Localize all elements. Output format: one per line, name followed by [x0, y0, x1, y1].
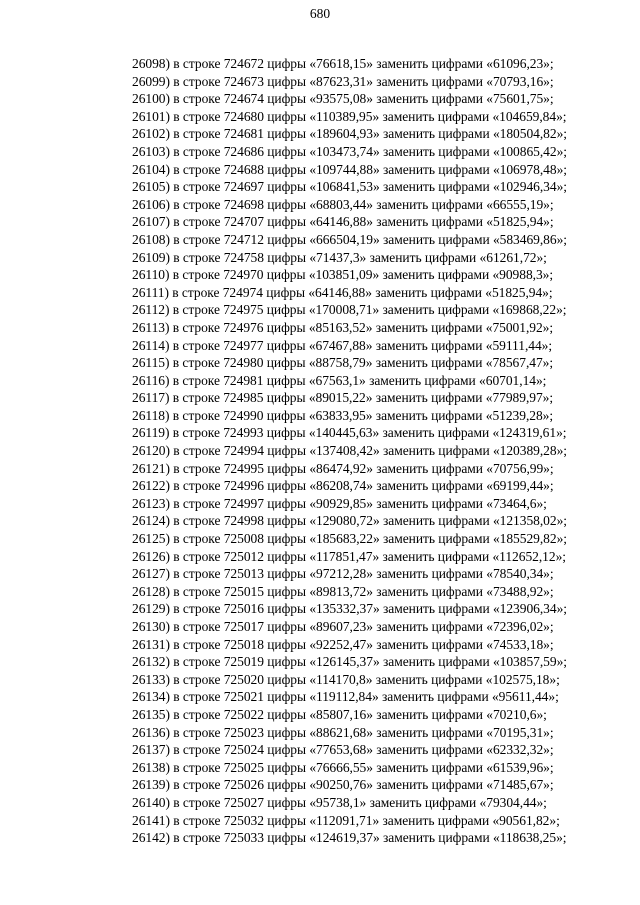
amendment-line: 26100) в строке 724674 цифры «93575,08» заменить цифрами «75601,75»;	[132, 91, 554, 107]
amendment-line: 26117) в строке 724985 цифры «89015,22» заменить цифрами «77989,97»;	[132, 390, 554, 406]
amendment-line: 26118) в строке 724990 цифры «63833,95» заменить цифрами «51239,28»;	[132, 407, 554, 423]
amendment-line: 26141) в строке 725032 цифры «112091,71» заменить цифрами «90561,82»;	[132, 812, 560, 828]
amendment-list	[132, 55, 602, 847]
amendment-line: 26142) в строке 725033 цифры «124619,37» заменить цифрами «118638,25»;	[132, 830, 567, 846]
amendment-line: 26101) в строке 724680 цифры «110389,95» заменить цифрами «104659,84»;	[132, 108, 567, 124]
amendment-line: 26109) в строке 724758 цифры «71437,3» заменить цифрами «61261,72»;	[132, 249, 547, 265]
amendment-line: 26108) в строке 724712 цифры «666504,19» заменить цифрами «583469,86»;	[132, 231, 567, 247]
amendment-line: 26136) в строке 725023 цифры «88621,68» заменить цифрами «70195,31»;	[132, 724, 554, 740]
amendment-line: 26120) в строке 724994 цифры «137408,42» заменить цифрами «120389,28»;	[132, 443, 567, 459]
amendment-line: 26110) в строке 724970 цифры «103851,09» заменить цифрами «90988,3»;	[132, 267, 554, 283]
amendment-line: 26123) в строке 724997 цифры «90929,85» заменить цифрами «73464,6»;	[132, 495, 547, 511]
amendment-line: 26102) в строке 724681 цифры «189604,93» заменить цифрами «180504,82»;	[132, 126, 567, 142]
amendment-line: 26105) в строке 724697 цифры «106841,53» заменить цифрами «102946,34»;	[132, 179, 567, 195]
amendment-line: 26115) в строке 724980 цифры «88758,79» заменить цифрами «78567,47»;	[132, 355, 554, 371]
amendment-line: 26113) в строке 724976 цифры «85163,52» заменить цифрами «75001,92»;	[132, 319, 554, 335]
amendment-line: 26125) в строке 725008 цифры «185683,22» заменить цифрами «185529,82»;	[132, 531, 567, 547]
amendment-line: 26106) в строке 724698 цифры «68803,44» заменить цифрами «66555,19»;	[132, 196, 554, 212]
amendment-line: 26130) в строке 725017 цифры «89607,23» заменить цифрами «72396,02»;	[132, 619, 554, 634]
amendment-line: 26128) в строке 725015 цифры «89813,72» заменить цифрами «73488,92»;	[132, 583, 554, 599]
amendment-line: 26124) в строке 724998 цифры «129080,72» заменить цифрами «121358,02»;	[132, 513, 567, 529]
amendment-line: 26104) в строке 724688 цифры «109744,88» заменить цифрами «106978,48»;	[132, 161, 567, 177]
amendment-line: 26114) в строке 724977 цифры «67467,88» заменить цифрами «59111,44»;	[132, 337, 553, 353]
amendment-line: 26140) в строке 725027 цифры «95738,1» заменить цифрами «79304,44»;	[132, 794, 547, 810]
amendment-line: 26126) в строке 725012 цифры «117851,47» заменить цифрами «112652,12»;	[132, 548, 566, 564]
amendment-line: 26116) в строке 724981 цифры «67563,1» заменить цифрами «60701,14»;	[132, 372, 547, 388]
amendment-line: 26131) в строке 725018 цифры «92252,47» заменить цифрами «74533,18»;	[132, 636, 554, 652]
amendment-line: 26098) в строке 724672 цифры «76618,15» заменить цифрами «61096,23»;	[132, 56, 554, 71]
amendment-line: 26139) в строке 725026 цифры «90250,76» заменить цифрами «71485,67»;	[132, 777, 554, 793]
amendment-line: 26111) в строке 724974 цифры «64146,88» заменить цифрами «51825,94»;	[132, 284, 553, 300]
amendment-line: 26127) в строке 725013 цифры «97212,28» заменить цифрами «78540,34»;	[132, 566, 554, 582]
amendment-line: 26137) в строке 725024 цифры «77653,68» заменить цифрами «62332,32»;	[132, 742, 554, 758]
amendment-line: 26099) в строке 724673 цифры «87623,31» заменить цифрами «70793,16»;	[132, 73, 554, 89]
amendment-line: 26138) в строке 725025 цифры «76666,55» заменить цифрами «61539,96»;	[132, 759, 554, 775]
amendment-line: 26121) в строке 724995 цифры «86474,92» заменить цифрами «70756,99»;	[132, 460, 554, 476]
amendment-line: 26119) в строке 724993 цифры «140445,63» заменить цифрами «124319,61»;	[132, 425, 567, 441]
amendment-line: 26133) в строке 725020 цифры «114170,8» заменить цифрами «102575,18»;	[132, 671, 560, 687]
amendment-line: 26122) в строке 724996 цифры «86208,74» заменить цифрами «69199,44»;	[132, 478, 554, 494]
amendment-line: 26135) в строке 725022 цифры «85807,16» заменить цифрами «70210,6»;	[132, 706, 547, 722]
amendment-line: 26129) в строке 725016 цифры «135332,37» заменить цифрами «123906,34»;	[132, 601, 567, 617]
amendment-line: 26132) в строке 725019 цифры «126145,37» заменить цифрами «103857,59»;	[132, 654, 567, 670]
amendment-line: 26134) в строке 725021 цифры «119112,84» заменить цифрами «95611,44»;	[132, 689, 559, 705]
page-number: 680	[309, 6, 331, 21]
amendment-line: 26112) в строке 724975 цифры «170008,71» заменить цифрами «169868,22»;	[132, 302, 567, 318]
amendment-line: 26103) в строке 724686 цифры «103473,74» заменить цифрами «100865,42»;	[132, 143, 567, 159]
amendment-line: 26107) в строке 724707 цифры «64146,88» заменить цифрами «51825,94»;	[132, 214, 554, 230]
